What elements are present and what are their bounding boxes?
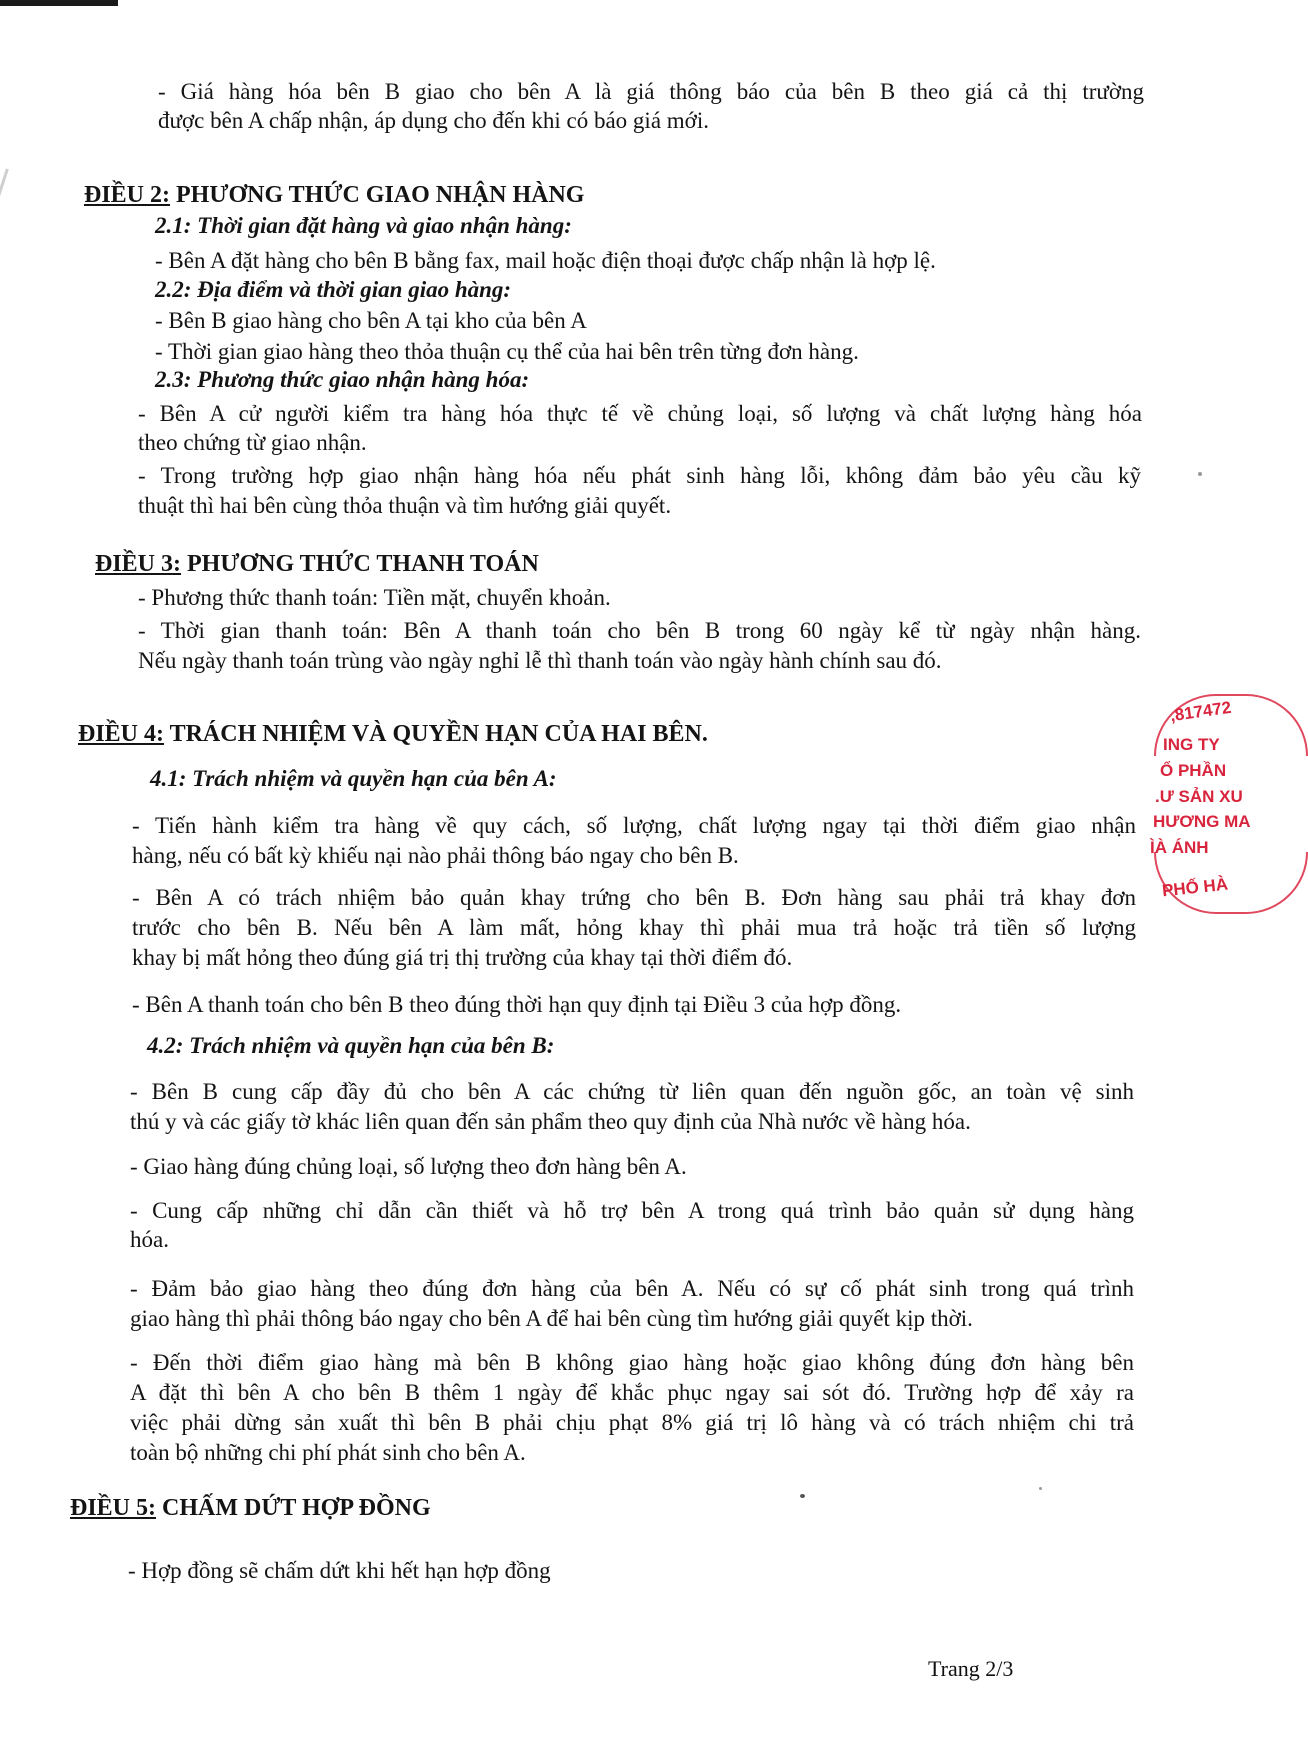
- article-title: PHƯƠNG THỨC GIAO NHẬN HÀNG: [170, 182, 585, 208]
- seal-text: HƯƠNG MA: [1153, 812, 1251, 831]
- body-text-line: - Hợp đồng sẽ chấm dứt khi hết hạn hợp đồng: [128, 1558, 551, 1583]
- article-title: PHƯƠNG THỨC THANH TOÁN: [181, 551, 539, 577]
- body-text-line: - Bên A đặt hàng cho bên B bằng fax, mail hoặc điện thoại được chấp nhận là hợp lệ.: [155, 248, 936, 273]
- body-text-line: - Giá hàng hóa bên B giao cho bên A là giá thông báo của bên B theo giá cả thị trường: [158, 79, 1144, 104]
- section-subheading: 4.1: Trách nhiệm và quyền hạn của bên A:: [150, 766, 557, 791]
- body-text-line: việc phải dừng sản xuất thì bên B phải chịu phạt 8% giá trị lô hàng và có trách nhiệm chi trả: [130, 1410, 1134, 1435]
- section-subheading: 4.2: Trách nhiệm và quyền hạn của bên B:: [147, 1033, 555, 1058]
- article-title: TRÁCH NHIỆM VÀ QUYỀN HẠN CỦA HAI BÊN.: [164, 721, 708, 747]
- body-text-line: hàng, nếu có bất kỳ khiếu nại nào phải thông báo ngay cho bên B.: [132, 843, 739, 868]
- seal-text: PHỐ HÀ: [1161, 874, 1229, 901]
- scan-speck: [1198, 472, 1202, 476]
- article-title: CHẤM DỨT HỢP ĐỒNG: [156, 1495, 431, 1521]
- body-text-line: - Thời gian giao hàng theo thỏa thuận cụ thể của hai bên trên từng đơn hàng.: [155, 339, 859, 364]
- article-heading: [78, 720, 708, 748]
- body-text-line: - Đảm bảo giao hàng theo đúng đơn hàng của bên A. Nếu có sự cố phát sinh trong quá trình: [130, 1276, 1134, 1301]
- scan-speck: [800, 1494, 805, 1498]
- body-text-line: trước cho bên B. Nếu bên A làm mất, hỏng khay thì phải mua trả hoặc trả tiền số lượng: [132, 915, 1136, 940]
- article-number: ĐIỀU 5:: [70, 1495, 157, 1521]
- body-text-line: khay bị mất hỏng theo đúng giá trị thị trường của khay tại thời điểm đó.: [132, 945, 793, 970]
- body-text-line: - Bên B cung cấp đầy đủ cho bên A các chứng từ liên quan đến nguồn gốc, an toàn vệ sinh: [130, 1079, 1134, 1104]
- body-text-line: - Thời gian thanh toán: Bên A thanh toán cho bên B trong 60 ngày kể từ ngày nhận hàng.: [138, 618, 1141, 643]
- section-subheading: 2.2: Địa điểm và thời gian giao hàng:: [155, 277, 512, 302]
- body-text-line: toàn bộ những chi phí phát sinh cho bên A.: [130, 1440, 526, 1465]
- body-text-line: Nếu ngày thanh toán trùng vào ngày nghỉ lễ thì thanh toán vào ngày hành chính sau đó.: [138, 648, 942, 673]
- body-text-line: - Bên B giao hàng cho bên A tại kho của bên A: [155, 308, 587, 333]
- body-text-line: - Đến thời điểm giao hàng mà bên B không giao hàng hoặc giao không đúng đơn hàng bên: [130, 1350, 1134, 1375]
- body-text-line: - Bên A cử người kiểm tra hàng hóa thực tế về chủng loại, số lượng và chất lượng hàng hóa: [138, 401, 1142, 426]
- section-subheading: 2.3: Phương thức giao nhận hàng hóa:: [155, 367, 530, 392]
- body-text-line: - Tiến hành kiểm tra hàng về quy cách, số lượng, chất lượng ngay tại thời điểm giao nhận: [132, 813, 1136, 838]
- seal-text: Ổ PHẦN: [1160, 761, 1227, 780]
- body-text-line: theo chứng từ giao nhận.: [138, 430, 367, 455]
- body-text-line: - Trong trường hợp giao nhận hàng hóa nếu phát sinh hàng lỗi, không đảm bảo yêu cầu kỹ: [138, 463, 1141, 488]
- body-text-line: giao hàng thì phải thông báo ngay cho bên A để hai bên cùng tìm hướng giải quyết kịp thời.: [130, 1306, 973, 1331]
- body-text-line: - Giao hàng đúng chủng loại, số lượng theo đơn hàng bên A.: [130, 1154, 687, 1179]
- page-number: Trang 2/3: [928, 1656, 1014, 1681]
- scan-speck: [1039, 1487, 1042, 1490]
- seal-text: ING TY: [1163, 735, 1220, 754]
- body-text-line: - Cung cấp những chỉ dẫn cần thiết và hỗ trợ bên A trong quá trình bảo quản sử dụng hàng: [130, 1198, 1134, 1223]
- seal-text: ,817472: [1168, 697, 1233, 726]
- section-subheading: 2.1: Thời gian đặt hàng và giao nhận hàng:: [155, 213, 572, 238]
- body-text-line: thú y và các giấy tờ khác liên quan đến sản phẩm theo quy định của Nhà nước về hàng hóa.: [130, 1109, 971, 1134]
- seal-text: ÌÀ ÁNH: [1150, 838, 1209, 857]
- article-heading: [95, 550, 539, 578]
- article-number: ĐIỀU 3:: [95, 551, 182, 577]
- article-number: ĐIỀU 4:: [78, 721, 165, 747]
- article-heading: [84, 181, 584, 209]
- body-text-line: A đặt thì bên A cho bên B thêm 1 ngày để khắc phục ngay sai sót đó. Trường hợp để xảy ra: [130, 1380, 1134, 1405]
- seal-text: .Ư SẢN XU: [1155, 787, 1243, 806]
- body-text-line: - Phương thức thanh toán: Tiền mặt, chuyển khoản.: [138, 585, 611, 610]
- article-heading: [70, 1494, 431, 1522]
- body-text-line: hóa.: [130, 1227, 169, 1252]
- body-text-line: - Bên A có trách nhiệm bảo quản khay trứng cho bên B. Đơn hàng sau phải trả khay đơn: [132, 885, 1136, 910]
- body-text-line: thuật thì hai bên cùng thỏa thuận và tìm hướng giải quyết.: [138, 493, 672, 518]
- body-text-line: được bên A chấp nhận, áp dụng cho đến khi có báo giá mới.: [158, 108, 709, 133]
- article-number: ĐIỀU 2:: [84, 182, 171, 208]
- body-text-line: - Bên A thanh toán cho bên B theo đúng thời hạn quy định tại Điều 3 của hợp đồng.: [132, 992, 902, 1017]
- company-seal: [1150, 697, 1251, 915]
